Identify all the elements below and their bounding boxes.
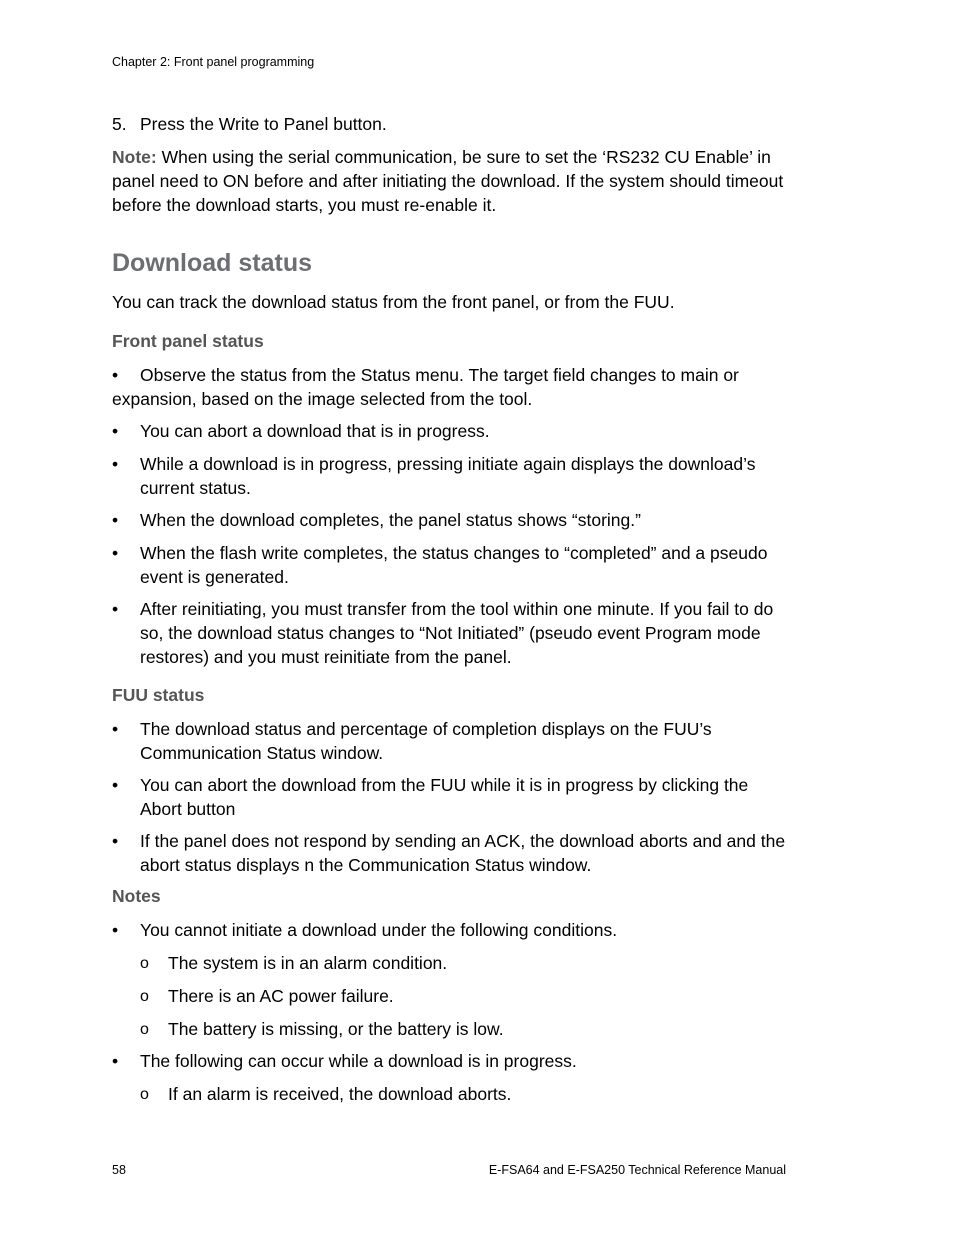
list-item-text: The download status and percentage of completion displays on the FUU’s Communication Status window. bbox=[140, 719, 712, 763]
notes-heading: Notes bbox=[112, 886, 161, 906]
bullet-marker: • bbox=[112, 920, 119, 940]
note-label: Note: bbox=[112, 147, 157, 167]
list-item-text: The following can occur while a download is in progress. bbox=[140, 1051, 577, 1071]
list-item bbox=[112, 419, 792, 443]
bullet-marker: • bbox=[112, 831, 119, 851]
step-number: 5. bbox=[112, 114, 127, 134]
sub-list-item-text: The system is in an alarm condition. bbox=[168, 953, 448, 973]
list-item bbox=[112, 597, 792, 669]
note-text: When using the serial communication, be sure to set the ‘RS232 CU Enable’ in panel need to ON before and after initiating the download. If the system should timeout before the download starts, you must re-enable it. bbox=[112, 147, 784, 215]
running-head: Chapter 2: Front panel programming bbox=[112, 55, 315, 69]
list-item-text: You cannot initiate a download under the following conditions. bbox=[140, 920, 618, 940]
note-paragraph bbox=[112, 145, 792, 217]
list-item bbox=[112, 363, 792, 411]
manual-title: E-FSA64 and E-FSA250 Technical Reference Manual bbox=[488, 1163, 786, 1177]
list-item-text: If the panel does not respond by sending an ACK, the download aborts and and the abort status displays n the Communication Status window. bbox=[140, 831, 786, 875]
list-item bbox=[112, 773, 792, 821]
list-item bbox=[112, 508, 792, 532]
bullet-marker: • bbox=[112, 421, 119, 441]
sub-bullet-marker: o bbox=[140, 1086, 149, 1103]
sub-bullet-marker: o bbox=[140, 1021, 149, 1038]
sub-list-item-text: The battery is missing, or the battery is low. bbox=[168, 1019, 504, 1039]
list-item-text: You can abort the download from the FUU while it is in progress by clicking the Abort button bbox=[140, 775, 749, 819]
sub-bullet-marker: o bbox=[140, 955, 149, 972]
sub-list-item bbox=[140, 1082, 790, 1106]
bullet-marker: • bbox=[112, 719, 119, 739]
list-item bbox=[112, 829, 792, 877]
step-text: Press the Write to Panel button. bbox=[140, 114, 387, 134]
fuu-heading: FUU status bbox=[112, 685, 205, 705]
list-item-text: Observe the status from the Status menu. The target field changes to main or expansion, based on the image selected from the tool. bbox=[112, 365, 739, 409]
bullet-marker: • bbox=[112, 510, 119, 530]
list-item bbox=[112, 717, 792, 765]
list-item bbox=[112, 541, 792, 589]
list-item-text: When the download completes, the panel status shows “storing.” bbox=[140, 510, 641, 530]
list-item-text: While a download is in progress, pressing initiate again displays the download’s current status. bbox=[140, 454, 756, 498]
bullet-marker: • bbox=[112, 543, 119, 563]
list-item bbox=[112, 452, 792, 500]
sub-bullet-marker: o bbox=[140, 988, 149, 1005]
list-item bbox=[112, 1049, 792, 1073]
bullet-marker: • bbox=[112, 775, 119, 795]
bullet-marker: • bbox=[112, 365, 119, 385]
section-title: Download status bbox=[112, 249, 313, 277]
list-item-text: When the flash write completes, the status changes to “completed” and a pseudo event is generated. bbox=[140, 543, 768, 587]
bullet-marker: • bbox=[112, 454, 119, 474]
sub-list-item-text: There is an AC power failure. bbox=[168, 986, 394, 1006]
section-intro: You can track the download status from the front panel, or from the FUU. bbox=[112, 292, 675, 312]
page-number: 58 bbox=[112, 1163, 126, 1177]
bullet-marker: • bbox=[112, 1051, 119, 1071]
list-item-text: You can abort a download that is in progress. bbox=[140, 421, 490, 441]
front-panel-heading: Front panel status bbox=[112, 331, 264, 351]
sub-list-item bbox=[140, 1017, 790, 1041]
sub-list-item bbox=[140, 984, 790, 1008]
step-5 bbox=[112, 112, 387, 136]
list-item bbox=[112, 918, 792, 942]
bullet-marker: • bbox=[112, 599, 119, 619]
sub-list-item-text: If an alarm is received, the download aborts. bbox=[168, 1084, 512, 1104]
sub-list-item bbox=[140, 951, 790, 975]
list-item-text: After reinitiating, you must transfer from the tool within one minute. If you fail to do so, the download status changes to “Not Initiated” (pseudo event Program mode restores) and you must reinitiate from the panel. bbox=[140, 599, 774, 667]
